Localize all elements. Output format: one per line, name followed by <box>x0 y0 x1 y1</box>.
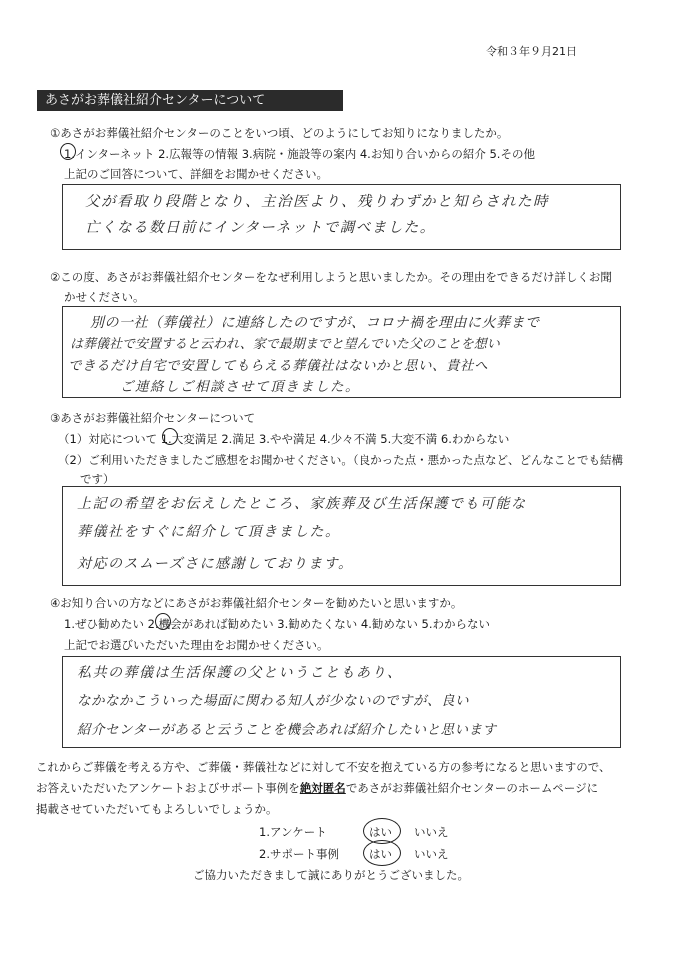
closing-line-1: これからご葬儀を考える方や、ご葬儀・葬儀社などに対して不安を抱えている方の参考になると思いますので、 <box>36 760 611 774</box>
consent-row-2-no: いいえ <box>414 847 449 861</box>
q4-answer-line-3: 紹介センターがあると云うことを機会あれば紹介したいと思います <box>77 722 497 738</box>
q2-question-line-1: ②この度、あさがお葬儀社紹介センターをなぜ利用しようと思いましたか。その理由をできるだけ詳しくお聞 <box>50 270 612 284</box>
consent-row-1-yes: はい <box>369 825 392 839</box>
q2-answer-line-3: できるだけ自宅で安置してもらえる葬儀社はないかと思い、貴社へ <box>68 358 488 374</box>
q1-options: 1.インターネット 2.広報等の情報 3.病院・施設等の案内 4.お知り合いからの紹介 5.その他 <box>64 147 535 161</box>
q3-answer-line-3: 対応のスムーズさに感謝しております。 <box>77 556 354 572</box>
consent-row-1-label: 1.アンケート <box>259 825 327 839</box>
q4-answer-line-1: 私共の葬儀は生活保護の父ということもあり、 <box>77 665 403 681</box>
consent-row-2-yes: はい <box>369 847 392 861</box>
q3-sub2-line-1: （2）ご利用いただきましたご感想をお聞かせください。（良かった点・悪かった点など、どんなことでも結構 <box>58 453 624 467</box>
closing-thanks: ご協力いただきまして誠にありがとうございました。 <box>193 868 469 882</box>
closing-line-3: 掲載させていただいてもよろしいでしょうか。 <box>36 802 278 816</box>
q4-prompt: 上記でお選びいただいた理由をお聞かせください。 <box>64 638 329 652</box>
q4-options: 1.ぜひ勧めたい 2.機会があれば勧めたい 3.勧めたくない 4.勧めない 5.わからない <box>64 617 490 631</box>
q3-heading: ③あさがお葬儀社紹介センターについて <box>50 411 256 425</box>
section-title: あさがお葬儀社紹介センターについて <box>37 90 343 111</box>
closing-line-2: お答えいただいたアンケートおよびサポート事例を絶対匿名であさがお葬儀社紹介センターのホームページに <box>36 781 599 795</box>
q1-question: ①あさがお葬儀社紹介センターのことをいつ頃、どのようにしてお知りになりましたか。 <box>50 126 509 140</box>
consent-row-2-label: 2.サポート事例 <box>259 847 339 861</box>
q2-answer-line-2: は葬儀社で安置すると云われ、家で最期までと望んでいた父のことを想い <box>70 337 500 352</box>
closing-emphasis: 絶対匿名 <box>299 781 346 795</box>
q3-answer-line-2: 葬儀社をすぐに紹介して頂きました。 <box>77 524 341 540</box>
q1-prompt: 上記のご回答について、詳細をお聞かせください。 <box>64 167 329 181</box>
q3-sub1: （1）対応について 1.大変満足 2.満足 3.やや満足 4.少々不満 5.大変不満 6.わからない <box>58 432 510 446</box>
q1-answer-line-2: 亡くなる数日前にインターネットで調べました。 <box>85 220 436 236</box>
q3-selected-circle <box>162 428 178 445</box>
q4-question: ④お知り合いの方などにあさがお葬儀社紹介センターを勧めたいと思いますか。 <box>50 596 463 610</box>
consent-row-2-yes-circle <box>363 840 401 866</box>
q1-selected-circle <box>60 143 76 160</box>
survey-date: 令和３年９月21日 <box>486 45 577 58</box>
q4-selected-circle <box>155 613 171 630</box>
q2-answer-line-1: 別の一社（葬儀社）に連絡したのですが、コロナ禍を理由に火葬まで <box>90 315 540 331</box>
q1-answer-line-1: 父が看取り段階となり、主治医より、残りわずかと知らされた時 <box>85 194 549 210</box>
q3-sub2-line-2: です） <box>80 472 115 486</box>
q2-answer-line-4: ご連絡しご相談させて頂きました。 <box>120 379 360 395</box>
q4-answer-line-2: なかなかこういった場面に関わる知人が少ないのですが、良い <box>77 693 469 709</box>
q3-answer-line-1: 上記の希望をお伝えしたところ、家族葬及び生活保護でも可能な <box>77 496 527 512</box>
consent-row-1-no: いいえ <box>414 825 449 839</box>
q2-question-line-2: かせください。 <box>64 290 145 304</box>
